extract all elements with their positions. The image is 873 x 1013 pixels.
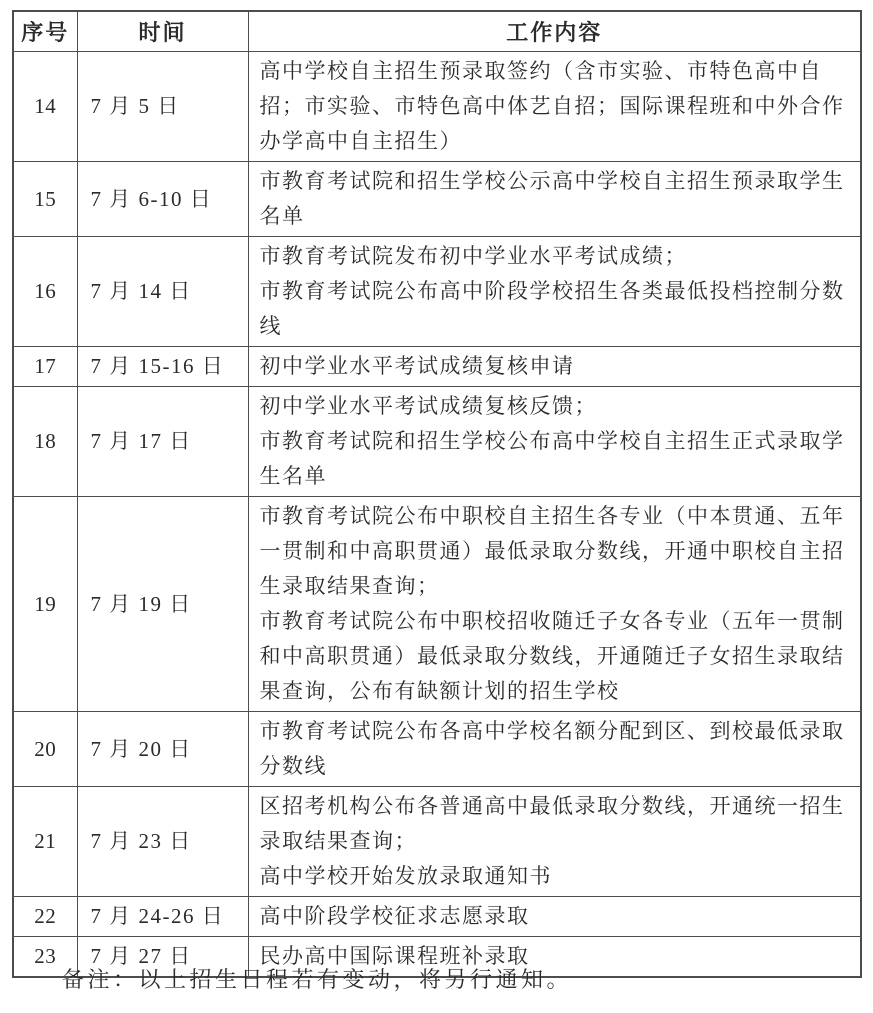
table-row bbox=[13, 347, 861, 387]
time-cell: 7 月 23 日 bbox=[77, 787, 248, 897]
table-row bbox=[13, 497, 861, 712]
header-serial: 序号 bbox=[13, 11, 77, 52]
schedule-table-body bbox=[13, 52, 861, 978]
content-paragraph: 市教育考试院和招生学校公布高中学校自主招生正式录取学生名单 bbox=[259, 429, 845, 488]
serial-cell: 21 bbox=[13, 787, 77, 897]
content-cell bbox=[248, 52, 861, 162]
table-row bbox=[13, 52, 861, 162]
time-cell: 7 月 17 日 bbox=[77, 387, 248, 497]
schedule-table-header bbox=[13, 11, 861, 52]
time-cell: 7 月 24-26 日 bbox=[77, 897, 248, 937]
content-paragraph: 市教育考试院发布初中学业水平考试成绩； bbox=[259, 244, 687, 268]
content-cell bbox=[248, 497, 861, 712]
content-paragraph: 高中学校自主招生预录取签约（含市实验、市特色高中自招；市实验、市特色高中体艺自招；国际课程班和中外合作办学高中自主招生） bbox=[259, 59, 845, 153]
content-paragraph: 高中阶段学校征求志愿录取 bbox=[259, 904, 530, 928]
serial-cell: 23 bbox=[13, 937, 77, 978]
serial-cell: 16 bbox=[13, 237, 77, 347]
serial-cell: 15 bbox=[13, 162, 77, 237]
schedule-table bbox=[12, 10, 862, 978]
serial-cell: 22 bbox=[13, 897, 77, 937]
header-time: 时间 bbox=[77, 11, 248, 52]
content-cell bbox=[248, 897, 861, 937]
serial-cell: 19 bbox=[13, 497, 77, 712]
content-cell bbox=[248, 162, 861, 237]
content-cell bbox=[248, 347, 861, 387]
content-cell bbox=[248, 237, 861, 347]
serial-cell: 14 bbox=[13, 52, 77, 162]
time-cell: 7 月 14 日 bbox=[77, 237, 248, 347]
content-cell bbox=[248, 787, 861, 897]
serial-cell: 18 bbox=[13, 387, 77, 497]
content-cell bbox=[248, 712, 861, 787]
content-paragraph: 高中学校开始发放录取通知书 bbox=[259, 864, 552, 888]
content-paragraph: 区招考机构公布各普通高中最低录取分数线，开通统一招生录取结果查询； bbox=[259, 794, 845, 853]
content-paragraph: 初中学业水平考试成绩复核反馈； bbox=[259, 394, 597, 418]
serial-cell: 17 bbox=[13, 347, 77, 387]
table-row bbox=[13, 897, 861, 937]
content-paragraph: 市教育考试院公布各高中学校名额分配到区、到校最低录取分数线 bbox=[259, 719, 845, 778]
table-row bbox=[13, 787, 861, 897]
time-cell: 7 月 15-16 日 bbox=[77, 347, 248, 387]
table-row bbox=[13, 712, 861, 787]
content-paragraph: 初中学业水平考试成绩复核申请 bbox=[259, 354, 575, 378]
table-row bbox=[13, 162, 861, 237]
content-paragraph: 市教育考试院公布高中阶段学校招生各类最低投档控制分数线 bbox=[259, 279, 845, 338]
content-paragraph: 民办高中国际课程班补录取 bbox=[259, 944, 530, 968]
serial-cell: 20 bbox=[13, 712, 77, 787]
time-cell: 7 月 20 日 bbox=[77, 712, 248, 787]
time-cell: 7 月 5 日 bbox=[77, 52, 248, 162]
table-row bbox=[13, 237, 861, 347]
content-cell bbox=[248, 387, 861, 497]
footnote: 备注：以上招生日程若有变动，将另行通知。 bbox=[62, 967, 573, 992]
time-cell: 7 月 6-10 日 bbox=[77, 162, 248, 237]
header-row bbox=[13, 11, 861, 52]
table-row bbox=[13, 387, 861, 497]
time-cell: 7 月 19 日 bbox=[77, 497, 248, 712]
content-paragraph: 市教育考试院公布中职校自主招生各专业（中本贯通、五年一贯制和中高职贯通）最低录取分数线，开通中职校自主招生录取结果查询； bbox=[259, 504, 845, 598]
header-content: 工作内容 bbox=[248, 11, 861, 52]
time-cell: 7 月 27 日 bbox=[77, 937, 248, 978]
content-paragraph: 市教育考试院公布中职校招收随迁子女各专业（五年一贯制和中高职贯通）最低录取分数线，开通随迁子女招生录取结果查询，公布有缺额计划的招生学校 bbox=[259, 609, 845, 703]
content-paragraph: 市教育考试院和招生学校公示高中学校自主招生预录取学生名单 bbox=[259, 169, 845, 228]
